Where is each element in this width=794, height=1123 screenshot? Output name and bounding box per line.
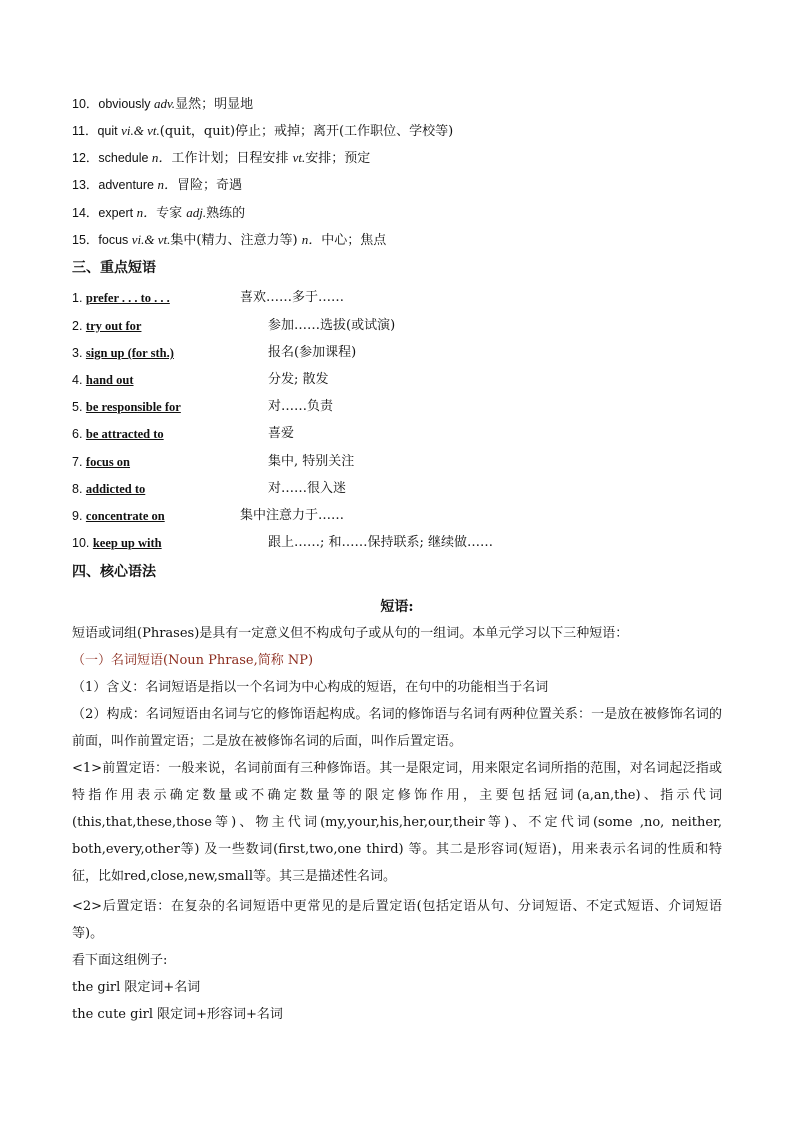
example-intro: 看下面这组例子: [72, 953, 168, 968]
phrase-text: concentrate on [85, 509, 165, 523]
phrase-number: 6. [72, 427, 86, 441]
phrase-meaning: 跟上……; 和……保持联系; 继续做…… [268, 535, 494, 550]
phrase-text: try out for [85, 319, 142, 333]
example-line-1: the girl 限定词+名词 [72, 980, 201, 995]
vocab-word: schedule [98, 151, 152, 165]
premodifier-paragraph: <1>前置定语：一般来说，名词前面有三种修饰语。其一是限定词，用来限定名词所指的范围，对名词起泛指或特指作用表示确定数量或不确定数量等的限定修饰作用，主要包括冠词(a,an,the)、指示代词(this,that,these,those等)、物主代词(my,your,his,her,our,their等)、不定代词(some ,no, neither, both,every,other等) 及一些数词(first,two,one third) 等。其二是形容词(短语)，用来表示名词的性质和特征，比如red,close,new,small等。其三是描述性名词。 [72, 761, 722, 884]
phrase-text: be responsible for [85, 400, 181, 414]
vocab-pos-2: vt. [292, 150, 306, 165]
phrase-text: prefer . . . to . . . [85, 291, 170, 305]
phrase-meaning: 对……很入迷 [268, 481, 347, 496]
vocab-meaning: 工作计划；日程安排 [171, 151, 293, 166]
postmodifier-paragraph: <2>后置定语：在复杂的名词短语中更常见的是后置定语(包括定语从句、分词短语、不定式短语、介词短语等)。 [72, 899, 722, 941]
phrase-number: 8. [72, 482, 86, 496]
phrase-row [72, 481, 722, 498]
vocab-pos: n． [157, 177, 177, 192]
phrase-text: sign up (for sth.) [85, 346, 174, 360]
phrase-row [72, 345, 722, 362]
phrase-meaning: 集中, 特别关注 [268, 454, 355, 469]
vocab-pos: adv. [154, 96, 176, 111]
vocab-pos: n． [136, 205, 157, 220]
vocab-number: 14． [72, 206, 99, 220]
vocab-number: 15． [72, 233, 99, 247]
phrase-text: focus on [85, 455, 131, 469]
vocab-word: adventure [98, 178, 158, 192]
vocab-word: expert [98, 206, 137, 220]
phrase-row [72, 290, 722, 307]
vocab-meaning-2: 熟练的 [206, 206, 246, 221]
vocab-meaning-2: 中心；焦点 [321, 233, 387, 248]
phrase-number: 9. [72, 509, 86, 523]
vocab-meaning: 冒险；奇遇 [177, 178, 243, 193]
section-heading-core-grammar: 四、核心语法 [72, 564, 156, 580]
phrase-text: hand out [85, 373, 134, 387]
phrase-row [72, 454, 722, 471]
phrase-number: 10. [72, 536, 93, 550]
vocab-item-14 [72, 205, 245, 222]
phrase-meaning: 集中注意力于…… [240, 508, 345, 523]
vocab-meaning: 显然；明显地 [175, 97, 254, 112]
phrase-meaning: 参加……选拔(或试演) [268, 318, 396, 333]
phrase-number: 1. [72, 291, 86, 305]
vocab-meaning: 集中(精力、注意力等) [170, 233, 302, 248]
phrase-row [72, 426, 722, 443]
noun-phrase-heading: （一）名词短语(Noun Phrase,简称 NP) [72, 653, 314, 668]
intro-paragraph: 短语或词组(Phrases)是具有一定意义但不构成句子或从句的一组词。本单元学习以下三种短语： [72, 626, 629, 641]
phrase-row [72, 372, 722, 389]
phrase-text: be attracted to [85, 427, 164, 441]
section-heading-key-phrases: 三、重点短语 [72, 260, 156, 276]
phrase-meaning: 喜爱 [268, 426, 295, 441]
vocab-word: focus [98, 233, 132, 247]
vocab-word: quit [97, 124, 122, 138]
definition-paragraph: （1）含义：名词短语是指以一个名词为中心构成的短语，在句中的功能相当于名词 [72, 680, 549, 695]
phrase-number: 3. [72, 346, 86, 360]
vocab-number: 10． [72, 97, 99, 111]
grammar-title: 短语: [380, 599, 414, 615]
phrase-row [72, 399, 722, 416]
vocab-pos: vi.& vt. [131, 232, 171, 247]
phrase-meaning: 分发; 散发 [268, 372, 329, 387]
phrase-meaning: 对……负责 [268, 399, 334, 414]
phrase-number: 7. [72, 455, 86, 469]
vocab-meaning: 专家 [156, 206, 187, 221]
vocab-word: obviously [98, 97, 154, 111]
vocab-meaning: (quit，quit)停止；戒掉；离开(工作职位、学校等) [159, 124, 454, 139]
phrase-meaning: 喜欢……多于…… [240, 290, 345, 305]
phrase-row [72, 318, 722, 335]
vocab-item-12 [72, 150, 370, 167]
vocab-number: 12． [72, 151, 99, 165]
phrase-row [72, 535, 722, 552]
structure-paragraph: （2）构成：名词短语由名词与它的修饰语起构成。名词的修饰语与名词有两种位置关系：一是放在被修饰名词的前面，叫作前置定语；二是放在被修饰名词的后面，叫作后置定语。 [72, 707, 722, 749]
phrase-number: 2. [72, 319, 86, 333]
vocab-pos: n． [151, 150, 172, 165]
vocab-item-15 [72, 232, 386, 249]
vocab-item-13 [72, 177, 242, 194]
vocab-pos: vi.& vt. [121, 123, 160, 138]
vocab-pos-2: n． [301, 232, 322, 247]
phrase-row [72, 508, 722, 525]
vocab-item-11 [72, 123, 453, 140]
vocab-item-10 [72, 96, 253, 113]
example-line-2: the cute girl 限定词+形容词+名词 [72, 1007, 283, 1022]
vocab-number: 13． [72, 178, 99, 192]
phrase-number: 5. [72, 400, 86, 414]
vocab-number: 11． [72, 124, 98, 138]
phrase-number: 4. [72, 373, 86, 387]
vocab-pos-2: adj. [186, 205, 207, 220]
phrase-meaning: 报名(参加课程) [268, 345, 357, 360]
vocab-meaning-2: 安排；预定 [305, 151, 371, 166]
phrase-text: keep up with [92, 536, 162, 550]
phrase-text: addicted to [85, 482, 146, 496]
